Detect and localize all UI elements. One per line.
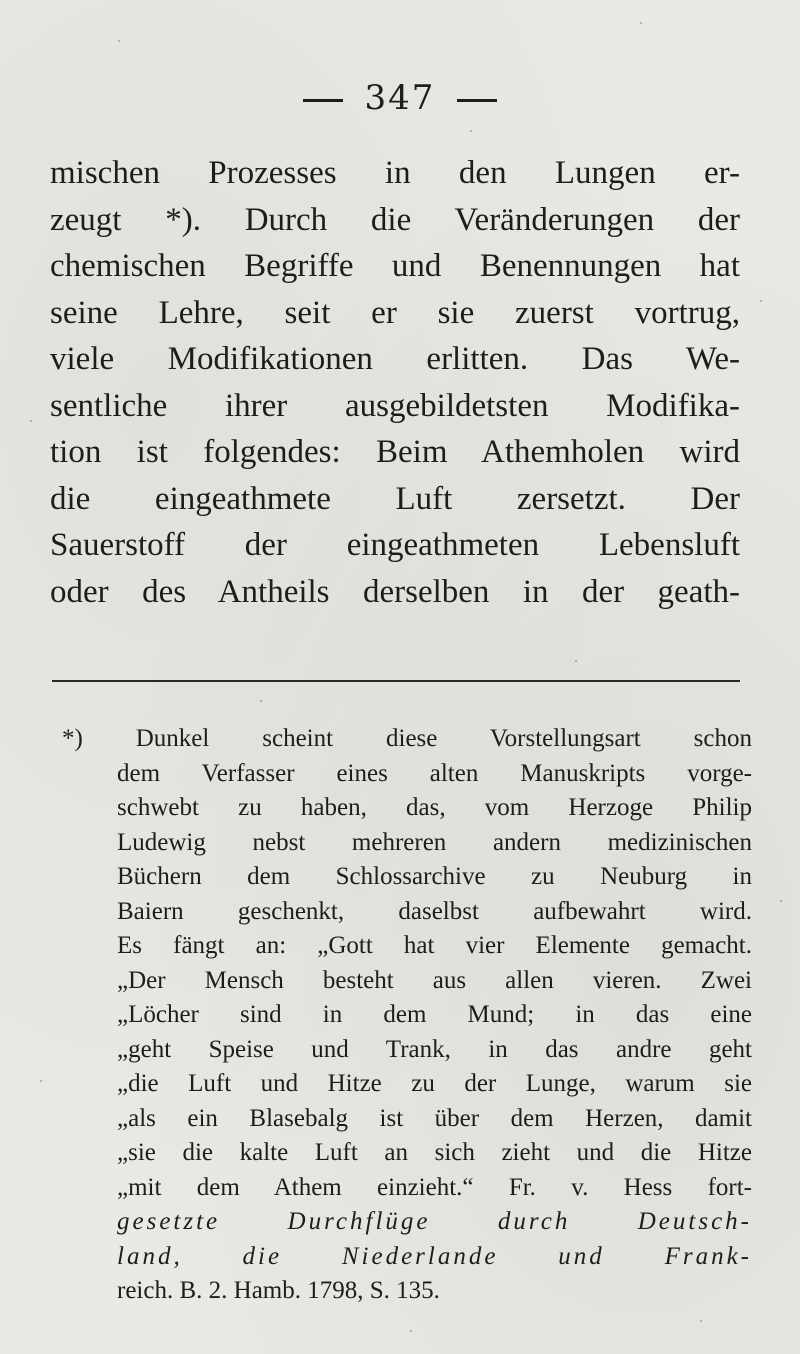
paper-speck (260, 700, 262, 702)
text-line: die eingeathmete Luft zersetzt. Der (50, 480, 740, 517)
text-line: viele Modifikationen erlitten. Das We- (50, 341, 740, 377)
header-dash-right (457, 99, 497, 102)
footnote-line: „sie die kalte Luft an sich zieht und die Hitze (117, 1139, 752, 1166)
footnote-line: „Der Mensch besteht aus allen vieren. Zwei (117, 966, 752, 994)
footnote-line: „die Luft und Hitze zu der Lunge, warum sie (117, 1070, 752, 1097)
main-paragraph (50, 150, 740, 615)
footnote-line: „Löcher sind in dem Mund; in das eine (117, 1001, 752, 1028)
page-number: 347 (364, 78, 436, 118)
footnote-line: Es fängt an: „Gott hat vier Elemente gemacht. (117, 932, 752, 959)
paper-speck (30, 420, 32, 422)
paper-speck (700, 1320, 702, 1322)
footnote-line: Ludewig nebst mehreren andern medizinischen (117, 828, 752, 856)
paper-speck (40, 1080, 42, 1082)
text-line: tion ist folgendes: Beim Athemholen wird (50, 434, 740, 470)
text-line: chemischen Begriffe und Benennungen hat (50, 248, 740, 284)
text-line: seine Lehre, seit er sie zuerst vortrug, (50, 294, 740, 331)
paper-speck (470, 130, 472, 132)
paper-speck (410, 1330, 412, 1332)
footnote-separator-rule (52, 680, 740, 682)
text-line: Sauerstoff der eingeathmeten Lebensluft (50, 527, 740, 563)
paper-speck (760, 300, 762, 302)
footnote-line: „als ein Blasebalg ist über dem Herzen, damit (117, 1104, 752, 1132)
footnote-line-citation: land, die Niederlande und Frank- (117, 1242, 752, 1270)
footnote-line: „mit dem Athem einzieht.“ Fr. v. Hess fort- (117, 1173, 752, 1201)
footnote-line: dem Verfasser eines alten Manuskripts vorge- (117, 759, 752, 787)
footnote (62, 722, 752, 1309)
footnote-line: Büchern dem Schlossarchive zu Neuburg in (117, 863, 752, 890)
page-header (0, 78, 800, 118)
paper-speck (780, 900, 782, 902)
text-line: mischen Prozesses in den Lungen er- (50, 155, 740, 191)
header-dash-left (303, 99, 343, 102)
paper-speck (118, 40, 120, 42)
text-line: oder des Antheils derselben in der geath- (50, 573, 740, 610)
footnote-line: schwebt zu haben, das, vom Herzoge Philip (117, 794, 752, 821)
footnote-line: „geht Speise und Trank, in das andre geht (117, 1035, 752, 1063)
footnote-line: *) Dunkel scheint diese Vorstellungsart schon (62, 725, 752, 752)
paper-speck (640, 22, 642, 24)
footnote-line-citation: gesetzte Durchflüge durch Deutsch- (117, 1208, 752, 1235)
footnote-line: Baiern geschenkt, daselbst aufbewahrt wird. (117, 897, 752, 925)
paper-speck (575, 660, 577, 662)
text-line: sentliche ihrer ausgebildetsten Modifika- (50, 387, 740, 424)
footnote-line-citation: reich. B. 2. Hamb. 1798, S. 135. (117, 1277, 440, 1304)
text-line: zeugt *). Durch die Veränderungen der (50, 201, 740, 238)
